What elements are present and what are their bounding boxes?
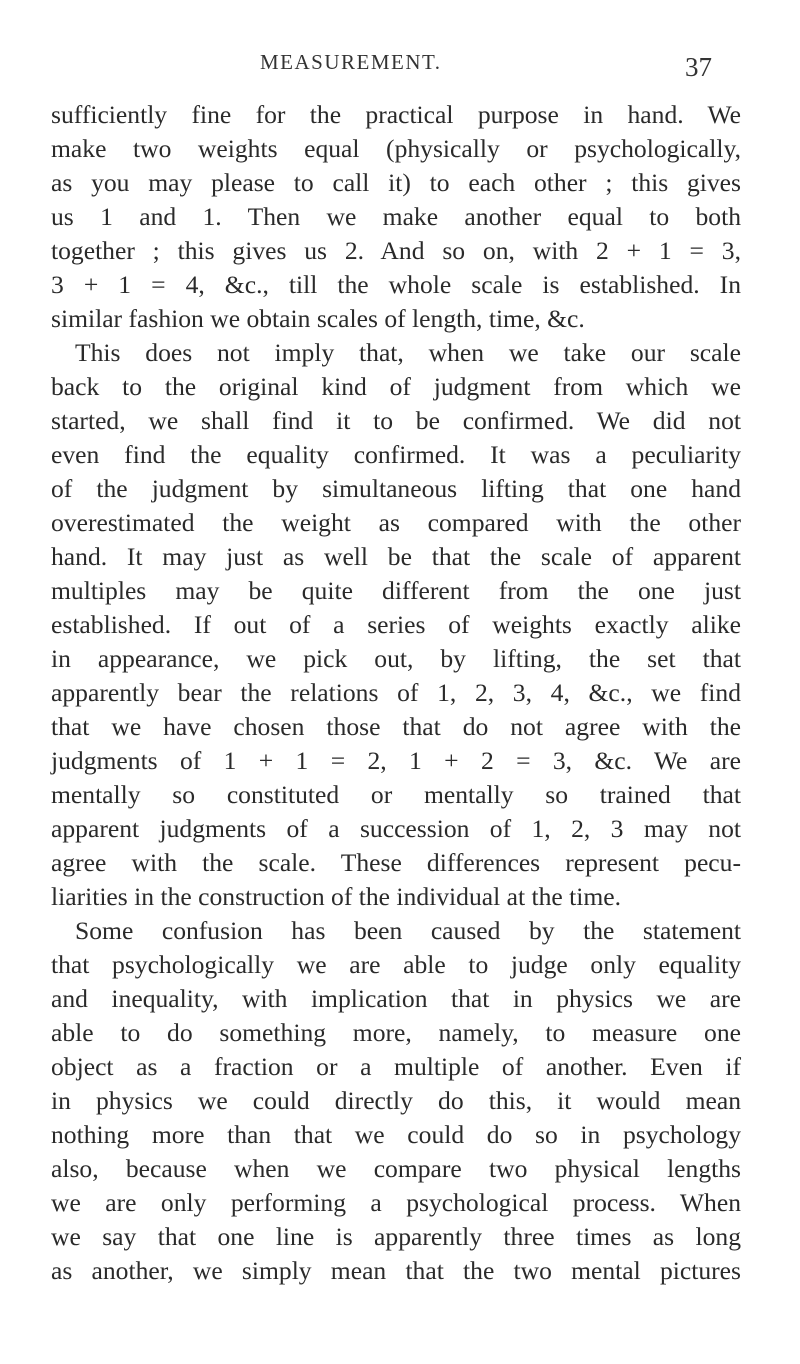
text-line: object as a fraction or a multiple of another. Even if [51,1052,741,1081]
text-line: as another, we simply mean that the two mental pictures [51,1256,741,1285]
text-line: started, we shall find it to be confirmed. We did not [51,406,741,435]
text-line: nothing more than that we could do so in psychology [51,1120,741,1149]
text-line: liarities in the construction of the individual at the time. [51,882,622,911]
text-line: hand. It may just as well be that the scale of apparent [51,542,741,571]
text-line: in physics we could directly do this, it would mean [51,1086,741,1115]
text-line: apparent judgments of a succession of 1, 2, 3 may not [51,814,741,843]
text-line: able to do something more, namely, to measure one [51,1018,741,1047]
text-line: that we have chosen those that do not agree with the [51,712,741,741]
text-line: apparently bear the relations of 1, 2, 3, 4, &c., we find [51,678,741,707]
text-line: established. If out of a series of weights exactly alike [51,610,741,639]
text-line: agree with the scale. These differences represent pecu- [51,848,741,877]
text-line: that psychologically we are able to judge only equality [51,950,741,979]
text-line: overestimated the weight as compared with the other [51,508,741,537]
text-line: back to the original kind of judgment from which we [51,372,741,401]
text-line: make two weights equal (physically or psychologically, [51,134,741,163]
text-line: This does not imply that, when we take our scale [75,338,741,367]
text-line: even find the equality confirmed. It was a peculiarity [51,440,741,469]
text-line: we say that one line is apparently three times as long [51,1222,741,1251]
text-line: and inequality, with implication that in physics we are [51,984,741,1013]
text-line: we are only performing a psychological process. When [51,1188,741,1217]
text-line: in appearance, we pick out, by lifting, the set that [51,644,741,673]
running-head: MEASUREMENT. [260,50,442,74]
text-line: us 1 and 1. Then we make another equal to both [51,202,741,231]
text-line: sufficiently fine for the practical purpose in hand. We [51,100,741,129]
text-line: together ; this gives us 2. And so on, with 2 + 1 = 3, [51,236,741,265]
text-line: also, because when we compare two physical lengths [51,1154,741,1183]
text-line: 3 + 1 = 4, &c., till the whole scale is established. In [51,270,741,299]
text-line: similar fashion we obtain scales of length, time, &c. [51,304,585,333]
text-line: judgments of 1 + 1 = 2, 1 + 2 = 3, &c. We are [51,746,741,775]
page-number: 37 [685,52,712,82]
text-line: multiples may be quite different from the one just [51,576,741,605]
text-line: mentally so constituted or mentally so trained that [51,780,741,809]
text-line: Some confusion has been caused by the statement [75,916,741,945]
text-line: as you may please to call it) to each other ; this gives [51,168,741,197]
text-line: of the judgment by simultaneous lifting that one hand [51,474,741,503]
